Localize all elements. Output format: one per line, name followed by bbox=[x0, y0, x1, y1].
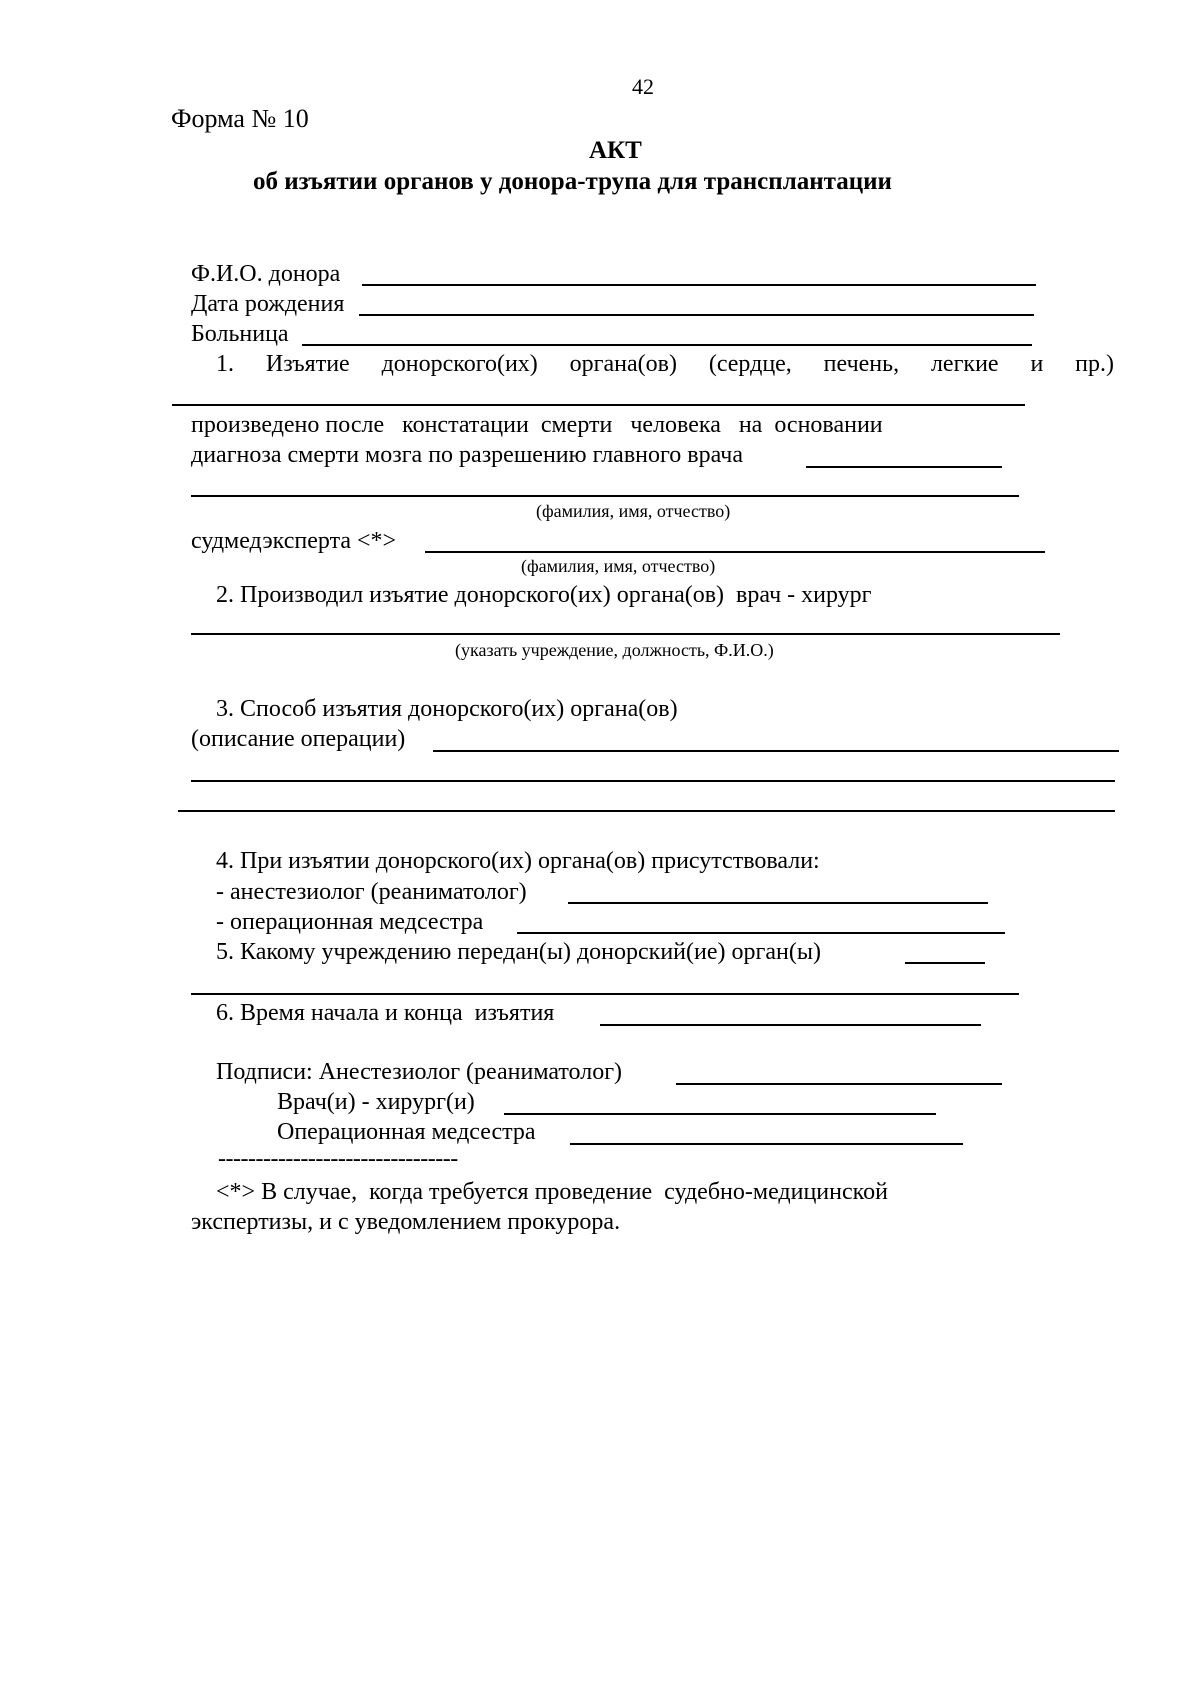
item-1-word: 1. bbox=[216, 351, 234, 377]
birth-date-label: Дата рождения bbox=[191, 291, 345, 317]
item-1-word: органа(ов) bbox=[569, 351, 677, 377]
forensic-expert-label: судмедэксперта <*> bbox=[191, 528, 397, 554]
forensic-expert-field[interactable] bbox=[425, 551, 1045, 553]
surgeon-hint: (указать учреждение, должность, Ф.И.О.) bbox=[455, 640, 774, 660]
anesthesiologist-signature-field[interactable] bbox=[676, 1083, 1002, 1085]
form-number: Форма № 10 bbox=[171, 104, 309, 133]
footnote-line-1: <*> В случае, когда требуется проведение судебно-медицинской bbox=[216, 1179, 888, 1205]
item-1-word: пр.) bbox=[1075, 351, 1114, 377]
item-1-word: печень, bbox=[823, 351, 900, 377]
document-title: АКТ bbox=[589, 137, 642, 164]
birth-date-field[interactable] bbox=[359, 314, 1034, 316]
chief-doctor-field[interactable] bbox=[806, 466, 1002, 468]
footnote-separator: -------------------------------- bbox=[218, 1146, 458, 1172]
footnote-line-2: экспертизы, и с уведомлением прокурора. bbox=[191, 1209, 621, 1235]
item-2-text: 2. Производил изъятие донорского(их) органа(ов) врач - хирург bbox=[216, 582, 872, 608]
item-4-text: 4. При изъятии донорского(их) органа(ов) присутствовали: bbox=[216, 848, 820, 874]
hospital-field[interactable] bbox=[302, 344, 1032, 346]
hospital-label: Больница bbox=[191, 321, 289, 347]
document-subtitle: об изъятии органов у донора-трупа для трансплантации bbox=[253, 168, 892, 195]
item-1-word: и bbox=[1030, 351, 1044, 377]
recipient-institution-field-line-2[interactable] bbox=[191, 993, 1019, 995]
removal-time-field[interactable] bbox=[600, 1024, 981, 1026]
donor-name-field[interactable] bbox=[362, 284, 1036, 286]
signatures-heading: Подписи: Анестезиолог (реаниматолог) bbox=[216, 1059, 623, 1085]
fio-hint-2: (фамилия, имя, отчество) bbox=[521, 556, 716, 576]
nurse-signature-field[interactable] bbox=[570, 1143, 963, 1145]
item-1-word: донорского(их) bbox=[381, 351, 538, 377]
anesthesiologist-label: - анестезиолог (реаниматолог) bbox=[216, 879, 527, 905]
operation-description-label: (описание операции) bbox=[191, 726, 406, 752]
nurse-label: - операционная медсестра bbox=[216, 909, 484, 935]
item-1-word: Изъятие bbox=[265, 351, 350, 377]
chief-doctor-field-line-2[interactable] bbox=[191, 495, 1019, 497]
operation-description-field[interactable] bbox=[433, 750, 1119, 752]
item-1-line bbox=[216, 352, 1114, 376]
item-1-word: легкие bbox=[930, 351, 999, 377]
item-1-word: (сердце, bbox=[708, 351, 792, 377]
item-1-line-3: диагноза смерти мозга по разрешению главного врача bbox=[191, 442, 743, 468]
item-3-text: 3. Способ изъятия донорского(их) органа(ов) bbox=[216, 696, 678, 722]
surgeon-field[interactable] bbox=[191, 633, 1060, 635]
item-6-text: 6. Время начала и конца изъятия bbox=[216, 1000, 555, 1026]
item-1-line-2: произведено после констатации смерти человека на основании bbox=[191, 412, 883, 438]
operation-description-field-line-3[interactable] bbox=[178, 810, 1115, 812]
organs-field[interactable] bbox=[172, 404, 1025, 406]
page-number: 42 bbox=[632, 74, 654, 99]
surgeons-signature-label: Врач(и) - хирург(и) bbox=[277, 1089, 475, 1115]
surgeons-signature-field[interactable] bbox=[504, 1113, 936, 1115]
operation-description-field-line-2[interactable] bbox=[191, 780, 1115, 782]
donor-name-label: Ф.И.О. донора bbox=[191, 261, 341, 287]
nurse-field[interactable] bbox=[517, 932, 1005, 934]
nurse-signature-label: Операционная медсестра bbox=[277, 1119, 536, 1145]
item-5-text: 5. Какому учреждению передан(ы) донорский(ие) орган(ы) bbox=[216, 939, 821, 965]
fio-hint-1: (фамилия, имя, отчество) bbox=[536, 501, 731, 521]
anesthesiologist-field[interactable] bbox=[568, 902, 988, 904]
recipient-institution-field[interactable] bbox=[905, 962, 985, 964]
